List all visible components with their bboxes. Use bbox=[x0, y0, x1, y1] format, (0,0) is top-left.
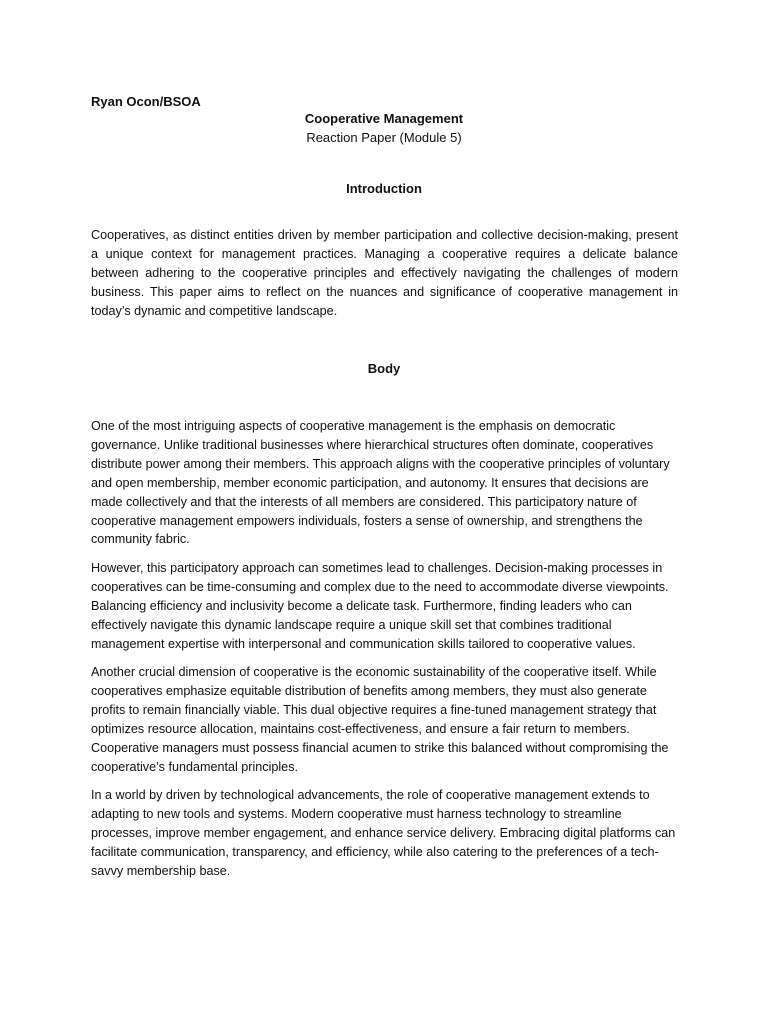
body-paragraph: One of the most intriguing aspects of cooperative management is the emphasis on democratic governance. Unlike traditional businesses where hierarchical structures often dominate, cooperatives distribute power among their members. This approach aligns with the cooperative principles of voluntary and open membership, member economic participation, and autonomy. It ensures that decisions are made collectively and that the interests of all members are considered. This participatory nature of cooperative management empowers individuals, fosters a sense of ownership, and strengthens the community fabric. bbox=[91, 419, 670, 547]
page-subtitle: Reaction Paper (Module 5) bbox=[306, 130, 462, 145]
author-line: Ryan Ocon/BSOA bbox=[91, 94, 201, 109]
body-paragraph: However, this participatory approach can sometimes lead to challenges. Decision-making processes in cooperatives can be time-consuming and complex due to the need to accommodate diverse viewpoints. Balancing efficiency and inclusivity become a delicate task. Furthermore, finding leaders who can effectively navigate this dynamic landscape require a unique skill set that combines traditional management expertise with interpersonal and communication skills tailored to cooperative values. bbox=[91, 561, 669, 651]
body-paragraph: In a world by driven by technological advancements, the role of cooperative management extends to adapting to new tools and systems. Modern cooperative must harness technology to streamline processes, improve member engagement, and enhance service delivery. Embracing digital platforms can facilitate communication, transparency, and efficiency, while also catering to the preferences of a tech-savvy membership base. bbox=[91, 788, 676, 878]
introduction-paragraph: Cooperatives, as distinct entities driven by member participation and collective decision-making, present a unique context for management practices. Managing a cooperative requires a delicate balance between adhering to the cooperative principles and effectively navigating the challenges of modern business. This paper aims to reflect on the nuances and significance of cooperative management in today’s dynamic and competitive landscape. bbox=[91, 228, 678, 318]
body-paragraph: Another crucial dimension of cooperative is the economic sustainability of the cooperative itself. While cooperatives emphasize equitable distribution of benefits among members, they must also generate profits to remain financially viable. This dual objective requires a fine-tuned management strategy that optimizes resource allocation, maintains cost-effectiveness, and ensure a fair return to members. Cooperative managers must possess financial acumen to strike this balanced without compromising the cooperative’s fundamental principles. bbox=[91, 665, 669, 774]
introduction-heading: Introduction bbox=[346, 181, 422, 196]
body-heading: Body bbox=[367, 361, 401, 376]
page-title: Cooperative Management bbox=[304, 111, 464, 126]
